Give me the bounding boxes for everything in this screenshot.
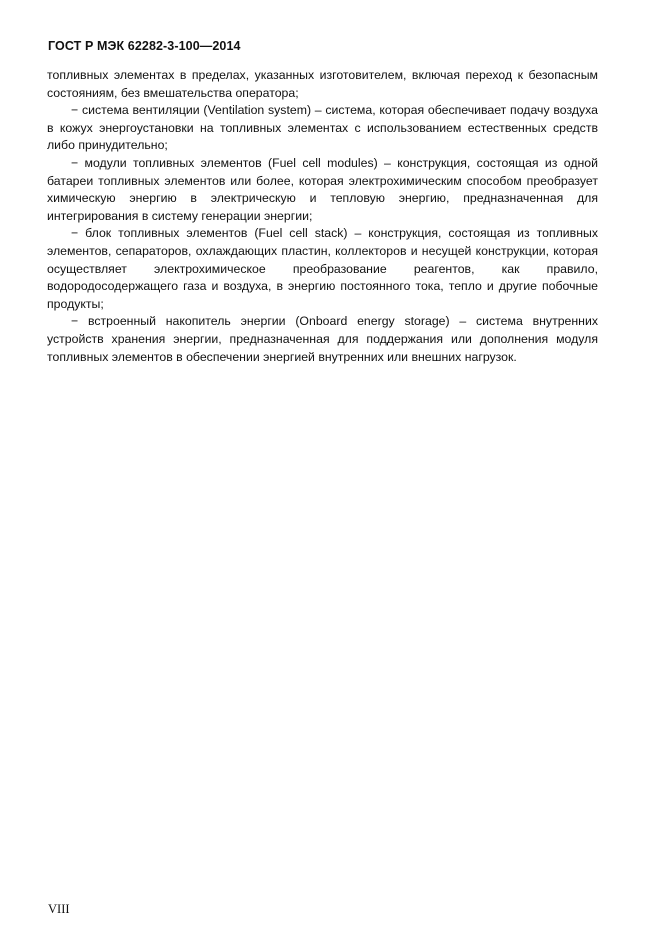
paragraph-fuel-cell-modules: − модули топливных элементов (Fuel cell modules) – конструкция, состоящая из одной батареи топливных элементов или более, которая электрохимическим способом преобразует химическую энергию в электрическую и тепловую энергию, предназначенная для интегрирования в систему генерации энергии; [47,155,598,223]
page-header-standard-id: ГОСТ Р МЭК 62282-3-100—2014 [48,39,241,53]
page-number: VIII [48,902,70,916]
paragraph-onboard-energy-storage: − встроенный накопитель энергии (Onboard energy storage) – система внутренних устройств хранения энергии, предназначенная для поддержания или дополнения модуля топливных элементов в обеспечении энергией внутренних или внешних нагрузок. [47,314,598,364]
body-text [47,67,598,366]
paragraph-ventilation-system: − система вентиляции (Ventilation system) – система, которая обеспечивает подачу воздуха в кожух энергоустановки на топливных элементах с использованием естественных средств либо принудительно; [47,103,598,153]
paragraph-fuel-cell-stack: − блок топливных элементов (Fuel cell stack) – конструкция, состоящая из топливных элементов, сепараторов, охлаждающих пластин, коллекторов и несущей конструкции, которая осуществляет электрохимическое преобразование реагентов, как правило, водородосодержащего газа и воздуха, в энергию постоянного тока, тепло и другие побочные продукты; [47,226,598,311]
paragraph-continuation: топливных элементах в пределах, указанных изготовителем, включая переход к безопасным состояниям, без вмешательства оператора; [47,68,598,100]
